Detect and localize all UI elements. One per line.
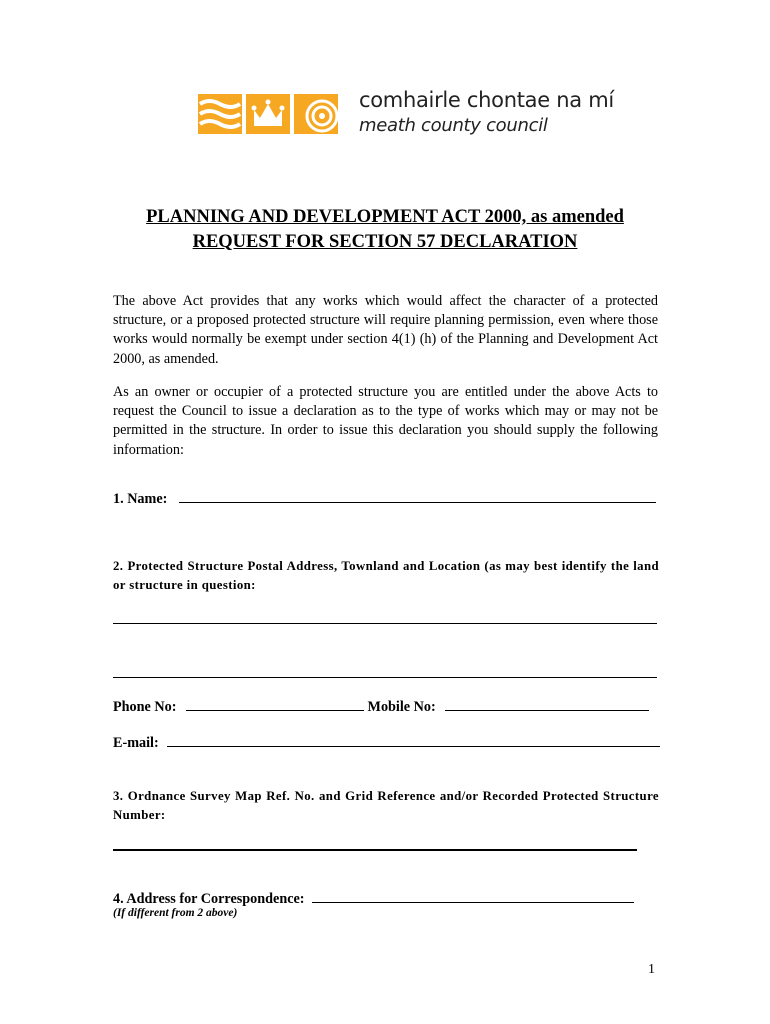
correspondence-note: (If different from 2 above) <box>113 907 238 919</box>
map-reference-question: 3. Ordnance Survey Map Ref. No. and Grid Reference and/or Recorded Protected Structure Number: <box>113 789 659 822</box>
council-name-irish: comhairle chontae na mí <box>359 88 614 112</box>
name-label: 1. Name: <box>113 491 168 507</box>
phone-label: Phone No: <box>113 699 177 715</box>
phone-input-line[interactable] <box>186 697 364 711</box>
mobile-label: Mobile No: <box>367 699 436 715</box>
correspondence-label: 4. Address for Correspondence: <box>113 891 305 907</box>
council-logo <box>198 88 628 144</box>
email-input-line[interactable] <box>167 733 660 747</box>
page-number: 1 <box>648 962 655 977</box>
council-name-english: meath county council <box>359 115 548 136</box>
document-title: PLANNING AND DEVELOPMENT ACT 2000, as amended <box>146 207 624 227</box>
document-subtitle: REQUEST FOR SECTION 57 DECLARATION <box>192 232 578 252</box>
intro-paragraph: The above Act provides that any works which would affect the character of a protected structure, or a proposed protected structure will require planning permission, even where those works would normally be exempt under section 4(1) (h) of the Planning and Development Act 2000, as amended. <box>113 293 658 367</box>
correspondence-field-row <box>113 889 634 908</box>
email-field-row <box>113 733 660 752</box>
phone-field-row <box>113 697 649 716</box>
name-field-row <box>113 489 656 508</box>
mobile-input-line[interactable] <box>445 697 649 711</box>
map-reference-input-line[interactable] <box>113 849 637 851</box>
instructions-paragraph: As an owner or occupier of a protected structure you are entitled under the above Acts to request the Council to issue a declaration as to the type of works which may or may not be permitted in the structure. In order to issue this declaration you should supply the following information: <box>113 384 658 458</box>
address-input-line-2[interactable] <box>113 677 657 678</box>
email-label: E-mail: <box>113 735 159 751</box>
correspondence-input-line[interactable] <box>312 889 634 903</box>
address-question: 2. Protected Structure Postal Address, Townland and Location (as may best identify the land or structure in question: <box>113 559 659 592</box>
name-input-line[interactable] <box>179 489 656 503</box>
council-emblem-icon <box>198 90 348 138</box>
address-input-line-1[interactable] <box>113 623 657 624</box>
